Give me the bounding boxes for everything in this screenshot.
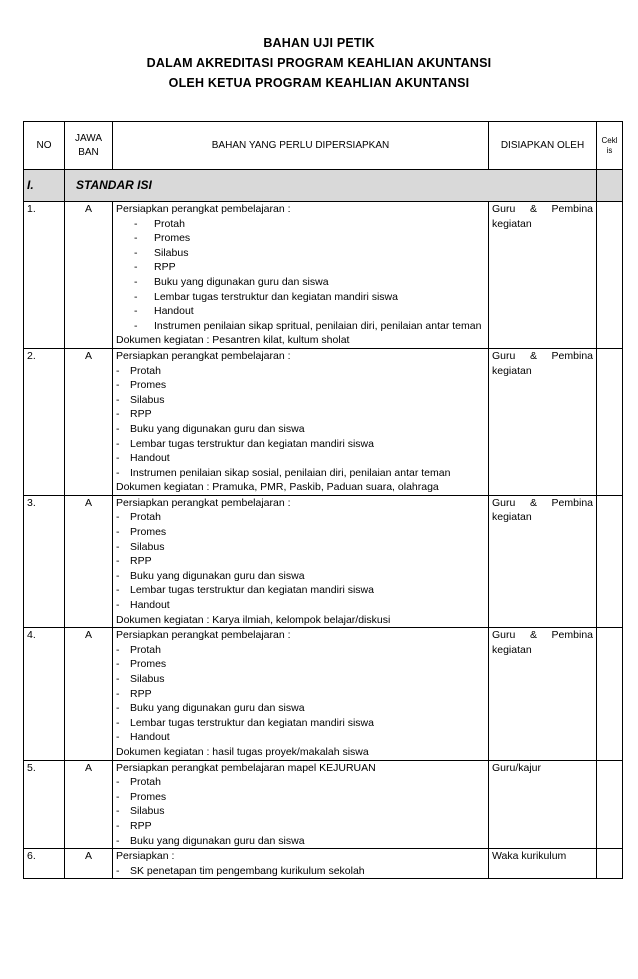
list-item: - RPP: [116, 407, 485, 422]
row-document-note: Dokumen kegiatan : Pramuka, PMR, Paskib, Paduan suara, olahraga: [116, 481, 439, 494]
list-item: - Silabus: [116, 804, 485, 819]
row-ceklis-cell: [597, 628, 623, 760]
list-item: - Promes: [116, 525, 485, 540]
row-number: 1.: [24, 202, 65, 349]
row-ceklis-cell: [597, 348, 623, 495]
row-number: 2.: [24, 348, 65, 495]
list-item: - Promes: [116, 231, 485, 246]
row-number: 3.: [24, 495, 65, 627]
row-ceklis-cell: [597, 202, 623, 349]
row-materials: [113, 760, 489, 849]
list-item: - Handout: [116, 598, 485, 613]
list-item: - Promes: [116, 378, 485, 393]
list-item: - Buku yang digunakan guru dan siswa: [116, 701, 485, 716]
row-intro: Persiapkan perangkat pembelajaran :: [116, 203, 291, 215]
list-item: - Lembar tugas terstruktur dan kegiatan mandiri siswa: [116, 716, 485, 731]
row-document-note: Dokumen kegiatan : Karya ilmiah, kelompok belajar/diskusi: [116, 613, 391, 626]
list-item: - Silabus: [116, 540, 485, 555]
row-prepared-by: Waka kurikulum: [489, 849, 597, 879]
list-item: - Buku yang digunakan guru dan siswa: [116, 422, 485, 437]
row-document-note: Dokumen kegiatan : hasil tugas proyek/makalah siswa: [116, 745, 369, 758]
row-item-list: [116, 643, 485, 745]
row-answer: A: [65, 348, 113, 495]
list-item: - Instrumen penilaian sikap sosial, penilaian diri, penilaian antar teman: [116, 466, 485, 481]
list-item: - Protah: [116, 775, 485, 790]
table-row: [24, 202, 623, 349]
list-item: - Protah: [116, 364, 485, 379]
row-materials: [113, 849, 489, 879]
list-item: - Lembar tugas terstruktur dan kegiatan mandiri siswa: [116, 583, 485, 598]
list-item: - Silabus: [116, 672, 485, 687]
list-item: - Buku yang digunakan guru dan siswa: [116, 569, 485, 584]
row-item-list: [116, 510, 485, 612]
row-item-list: [116, 864, 485, 879]
section-number: I.: [24, 170, 65, 202]
list-item: - RPP: [116, 819, 485, 834]
doc-title-line2: DALAM AKREDITASI PROGRAM KEAHLIAN AKUNTANSI: [146, 56, 492, 70]
doc-title-line1: BAHAN UJI PETIK: [263, 36, 375, 50]
list-item: - RPP: [116, 554, 485, 569]
row-intro: Persiapkan perangkat pembelajaran :: [116, 349, 291, 362]
row-item-list: [116, 775, 485, 848]
row-item-list: [116, 364, 485, 481]
list-item: - Lembar tugas terstruktur dan kegiatan mandiri siswa: [116, 290, 485, 305]
list-item: - Silabus: [116, 393, 485, 408]
list-item: - Handout: [116, 304, 485, 319]
list-item: - Protah: [116, 643, 485, 658]
list-item: - Handout: [116, 730, 485, 745]
row-answer: A: [65, 849, 113, 879]
row-document-note: Dokumen kegiatan : Pesantren kilat, kultum sholat: [116, 334, 350, 347]
header-no: NO: [24, 122, 65, 170]
table-row: [24, 760, 623, 849]
table-row: [24, 348, 623, 495]
list-item: - Silabus: [116, 246, 485, 261]
list-item: - Lembar tugas terstruktur dan kegiatan mandiri siswa: [116, 437, 485, 452]
row-prepared-by: Guru & Pembina kegiatan: [489, 348, 597, 495]
row-intro: Persiapkan :: [116, 850, 175, 863]
section-row: [24, 170, 623, 202]
header-row: [24, 122, 623, 170]
list-item: - Instrumen penilaian sikap spritual, penilaian diri, penilaian antar teman: [116, 319, 485, 334]
table-row: [24, 628, 623, 760]
list-item: - RPP: [116, 687, 485, 702]
row-intro: Persiapkan perangkat pembelajaran :: [116, 629, 291, 642]
section-label: STANDAR ISI: [65, 170, 597, 202]
doc-title-line3: OLEH KETUA PROGRAM KEAHLIAN AKUNTANSI: [168, 76, 470, 90]
list-item: - Buku yang digunakan guru dan siswa: [116, 834, 485, 849]
list-item: - Buku yang digunakan guru dan siswa: [116, 275, 485, 290]
row-materials: [113, 348, 489, 495]
list-item: - Handout: [116, 451, 485, 466]
header-disiapkan: DISIAPKAN OLEH: [489, 122, 597, 170]
header-jawaban: JAWA BAN: [65, 122, 113, 170]
list-item: - Protah: [116, 217, 485, 232]
row-answer: A: [65, 495, 113, 627]
row-answer: A: [65, 202, 113, 349]
row-prepared-by: Guru & Pembina kegiatan: [489, 628, 597, 760]
table-row: [24, 849, 623, 879]
list-item: - SK penetapan tim pengembang kurikulum sekolah: [116, 864, 485, 879]
row-item-list: [116, 217, 485, 334]
list-item: - Promes: [116, 790, 485, 805]
row-intro: Persiapkan perangkat pembelajaran mapel KEJURUAN: [116, 761, 376, 774]
row-materials: [113, 495, 489, 627]
list-item: - Promes: [116, 657, 485, 672]
row-number: 5.: [24, 760, 65, 849]
row-number: 6.: [24, 849, 65, 879]
row-answer: A: [65, 760, 113, 849]
header-bahan: BAHAN YANG PERLU DIPERSIAPKAN: [113, 122, 489, 170]
row-prepared-by: Guru & Pembina kegiatan: [489, 202, 597, 349]
list-item: - RPP: [116, 260, 485, 275]
section-ceklis-cell: [597, 170, 623, 202]
row-ceklis-cell: [597, 849, 623, 879]
row-number: 4.: [24, 628, 65, 760]
list-item: - Protah: [116, 510, 485, 525]
row-materials: [113, 202, 489, 349]
row-answer: A: [65, 628, 113, 760]
row-intro: Persiapkan perangkat pembelajaran :: [116, 496, 291, 509]
row-materials: [113, 628, 489, 760]
header-ceklis: Cekl is: [597, 122, 623, 170]
row-prepared-by: Guru & Pembina kegiatan: [489, 495, 597, 627]
row-prepared-by: Guru/kajur: [489, 760, 597, 849]
table-row: [24, 495, 623, 627]
checklist-table: [23, 121, 623, 879]
row-ceklis-cell: [597, 495, 623, 627]
row-ceklis-cell: [597, 760, 623, 849]
